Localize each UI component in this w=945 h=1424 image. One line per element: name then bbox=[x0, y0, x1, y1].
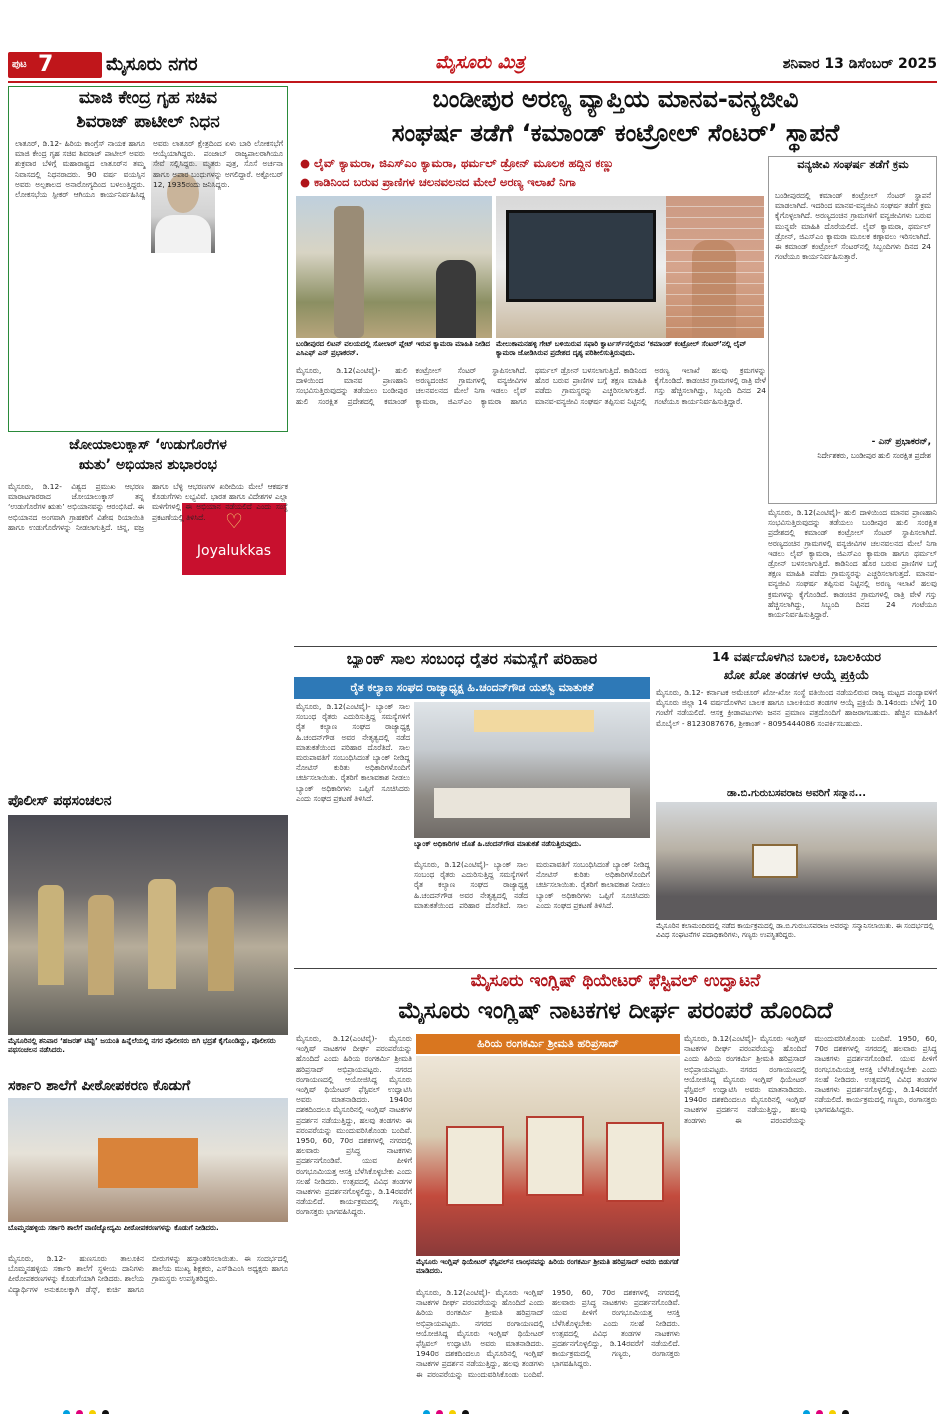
khokho-headline-2: ಖೋ ಖೋ ತಂಡಗಳ ಆಯ್ಕೆ ಪ್ರಕ್ರಿಯೆ bbox=[723, 668, 870, 682]
lead-caption-2: ಮೇಲುಕಾಮನಹಳ್ಳಿ ಗೇಟ್ ಬಳಿಯಿರುವ ಸಫಾರಿ ಕ್ವಾರ್ಟರ್ಸ್‌ನಲ್ಲಿರುವ ‘ಕಮಾಂಡ್ ಕಂಟ್ರೋಲ್ ಸೆಂಟರ್’ನಲ್ಲಿ ಲೈವ್ ಕ್ಯಾಮರಾ ಜೋಡಿಸಿರುವ ಪ್ರದೇಶದ ದೃಶ್ಯ ಪರಿಶೀಲಿಸುತ್ತಿರುವುದು. bbox=[496, 340, 747, 357]
felicitation-photo bbox=[656, 802, 937, 920]
lead-headline-2: ಸಂಘರ್ಷ ತಡೆಗೆ ‘ಕಮಾಂಡ್ ಕಂಟ್ರೋಲ್ ಸೆಂಟರ್’ ಸ್ಥಾಪನೆ bbox=[391, 119, 840, 147]
print-dots-right bbox=[800, 1402, 920, 1414]
theatre-kicker: ಮೈಸೂರು ಇಂಗ್ಲಿಷ್ ಥಿಯೇಟರ್ ಫೆಸ್ಟಿವಲ್ ಉದ್ಘಾಟನೆ bbox=[470, 972, 761, 991]
certificate-shape bbox=[752, 844, 798, 878]
officer-figure-shape bbox=[436, 260, 476, 338]
obituary-headline-2: ಶಿವರಾಜ್ ಪಾಟೀಲ್ ನಿಧನ bbox=[76, 112, 220, 132]
cyan-dot-icon bbox=[63, 1410, 70, 1414]
theatre-photo bbox=[416, 1056, 680, 1256]
yellow-dot-icon bbox=[449, 1410, 456, 1414]
school-caption: ಬೊಮ್ಮನಹಳ್ಳಿಯ ಸರ್ಕಾರಿ ಶಾಲೆಗೆ ವಾಣಿಜ್ಯೋದ್ಯಮಿ ಪೀಠೋಪಕರಣಗಳನ್ನು ಕೊಡುಗೆ ನೀಡಿದರು. bbox=[8, 1224, 219, 1232]
lead-sidebar-title: ವನ್ಯಜೀವಿ ಸಂಘರ್ಷ ತಡೆಗೆ ಕ್ರಮ bbox=[797, 158, 909, 171]
theatre-subhead: ಹಿರಿಯ ರಂಗಕರ್ಮಿ ಶ್ರೀಮತಿ ಹರಿಪ್ರಸಾದ್ bbox=[416, 1034, 680, 1054]
cyan-dot-icon bbox=[803, 1410, 810, 1414]
page-badge bbox=[8, 52, 102, 78]
magenta-dot-icon bbox=[76, 1410, 83, 1414]
black-dot-icon bbox=[102, 1410, 109, 1414]
meeting-table-shape bbox=[434, 788, 630, 818]
joyalukkas-headline-2: ಋತು’ ಅಭಿಯಾನ ಶುಭಾರಂಭ bbox=[79, 457, 217, 473]
lead-sidebar bbox=[768, 156, 937, 504]
issue-date: ಶನಿವಾರ 13 ಡಿಸೆಂಬರ್ 2025 bbox=[782, 56, 937, 72]
lead-headline-box bbox=[294, 86, 937, 154]
school-furniture-shape bbox=[98, 1138, 198, 1188]
divider-above-theatre bbox=[294, 968, 937, 969]
school-body: ಮೈಸೂರು, ಡಿ.12- ಹುಣಸೂರು ತಾಲೂಕಿನ ಬೊಮ್ಮನಹಳ್ಳಿಯ ಸರ್ಕಾರಿ ಶಾಲೆಗೆ ಸ್ಥಳೀಯ ದಾನಿಗಳು ಪೀಠೋಪಕರಣಗಳನ್ನು ಕೊಡುಗೆಯಾಗಿ ನೀಡಿದರು. ಶಾಲೆಯ ವಿದ್ಯಾರ್ಥಿಗಳ ಅನುಕೂಲಕ್ಕಾಗಿ ಡೆಸ್ಕ್, ಕುರ್ಚಿ ಹಾಗೂ ಬೀರುಗಳನ್ನು ಹಸ್ತಾಂತರಿಸಲಾಯಿತು. ಈ ಸಂದರ್ಭದಲ್ಲಿ ಶಾಲೆಯ ಮುಖ್ಯ ಶಿಕ್ಷಕರು, ಎಸ್‌ಡಿಎಂಸಿ ಅಧ್ಯಕ್ಷರು ಹಾಗೂ ಗ್ರಾಮಸ್ಥರು ಉಪಸ್ಥಿತರಿದ್ದರು. bbox=[8, 1254, 288, 1294]
bank-caption: ಬ್ಯಾಂಕ್ ಅಧಿಕಾರಿಗಳ ಜೊತೆ ಹಿ.ಚಂದನ್‌ಗೌಡ ಮಾತುಕತೆ ನಡೆಸುತ್ತಿರುವುದು. bbox=[414, 840, 582, 848]
lead-body-continued: ಮೈಸೂರು, ಡಿ.12(ಎಂಟಿವೈ)- ಹುಲಿ ದಾಳಿಯಿಂದ ಮಾನವ ಪ್ರಾಣಹಾನಿ ಸಂಭವಿಸುತ್ತಿರುವುದನ್ನು ತಡೆಯಲು ಬಂಡೀಪುರ ಹುಲಿ ಸಂರಕ್ಷಿತ ಪ್ರದೇಶದಲ್ಲಿ ಕಮಾಂಡ್ ಕಂಟ್ರೋಲ್ ಸೆಂಟರ್ ಸ್ಥಾಪಿಸಲಾಗಿದೆ. ಅರಣ್ಯದಂಚಿನ ಗ್ರಾಮಗಳಲ್ಲಿ ವನ್ಯಜೀವಿಗಳ ಚಲನವಲನದ ಮೇಲೆ ನಿಗಾ ಇಡಲು ಲೈವ್ ಕ್ಯಾಮರಾ, ಜಿಎಸ್‌ಎಂ ಕ್ಯಾಮರಾ ಹಾಗೂ ಥರ್ಮಲ್ ಡ್ರೋನ್ ಬಳಸಲಾಗುತ್ತಿದೆ. ಕಾಡಿನಿಂದ ಹೊರ ಬರುವ ಪ್ರಾಣಿಗಳ ಬಗ್ಗೆ ತಕ್ಷಣ ಮಾಹಿತಿ ಪಡೆದು ಗ್ರಾಮಸ್ಥರನ್ನು ಎಚ್ಚರಿಸಲಾಗುತ್ತದೆ. ಮಾನವ-ವನ್ಯಜೀವಿ ಸಂಘರ್ಷ ತಪ್ಪಿಸುವ ನಿಟ್ಟಿನಲ್ಲಿ ಅರಣ್ಯ ಇಲಾಖೆ ಹಲವು ಕ್ರಮಗಳನ್ನು ಕೈಗೊಂಡಿದೆ. ಕಾಡಂಚಿನ ಗ್ರಾಮಗಳಲ್ಲಿ ರಾತ್ರಿ ವೇಳೆ ಗಸ್ತು ಹೆಚ್ಚಿಸಲಾಗಿದ್ದು, ಸಿಬ್ಬಂದಿ ದಿನದ 24 ಗಂಟೆಯೂ ಕಾರ್ಯನಿರ್ವಹಿಸುತ್ತಿದ್ದಾರೆ. bbox=[768, 508, 937, 620]
paper-logo: ಮೈಸೂರು ಮಿತ್ರ bbox=[435, 52, 525, 73]
bank-photo bbox=[414, 702, 650, 838]
yellow-dot-icon bbox=[89, 1410, 96, 1414]
khokho-body: ಮೈಸೂರು, ಡಿ.12- ಕರ್ನಾಟಕ ಅಮೆಚೂರ್ ಖೋ-ಖೋ ಸಂಸ್ಥೆ ವತಿಯಿಂದ ನಡೆಯಲಿರುವ ರಾಜ್ಯ ಮಟ್ಟದ ಪಂದ್ಯಾವಳಿಗೆ ಮೈಸೂರು ಜಿಲ್ಲಾ 14 ವರ್ಷದೊಳಗಿನ ಬಾಲಕ ಹಾಗೂ ಬಾಲಕಿಯರ ತಂಡಗಳ ಆಯ್ಕೆ ಪ್ರಕ್ರಿಯೆ ಡಿ.14ರಂದು ಬೆಳಿಗ್ಗೆ 10 ಗಂಟೆಗೆ ನಡೆಯಲಿದೆ. ಆಸಕ್ತ ಕ್ರೀಡಾಪಟುಗಳು ಜನನ ಪ್ರಮಾಣ ಪತ್ರದೊಂದಿಗೆ ಹಾಜರಾಗಬಹುದು. ಹೆಚ್ಚಿನ ಮಾಹಿತಿಗೆ ಮೊಬೈಲ್ - 8123087676, ಶ್ರೀಕಾಂತ್ - 8095444086 ಸಂಪರ್ಕಿಸಬಹುದು. bbox=[656, 688, 937, 728]
khokho-photo-label: ಡಾ.ಬಿ.ಗುರುಬಸವರಾಜ ಅವರಿಗೆ ಸನ್ಮಾನ... bbox=[726, 788, 867, 799]
lead-photo-tree bbox=[296, 196, 492, 338]
obituary-body: ಲಾತೂರ್, ಡಿ.12- ಹಿರಿಯ ಕಾಂಗ್ರೆಸ್ ನಾಯಕ ಹಾಗೂ ಮಾಜಿ ಕೇಂದ್ರ ಗೃಹ ಸಚಿವ ಶಿವರಾಜ್ ಪಾಟೀಲ್ ಅವರು ಶುಕ್ರವಾರ ಬೆಳಿಗ್ಗೆ ಮಹಾರಾಷ್ಟ್ರದ ಲಾತೂರ್‌ನ ತಮ್ಮ ನಿವಾಸದಲ್ಲಿ ನಿಧನರಾದರು. 90 ವರ್ಷ ವಯಸ್ಸಿನ ಅವರು ಅಲ್ಪಕಾಲದ ಅನಾರೋಗ್ಯದಿಂದ ಬಳಲುತ್ತಿದ್ದರು. ಲೋಕಸಭೆಯ ಸ್ಪೀಕರ್ ಆಗಿಯೂ ಕಾರ್ಯನಿರ್ವಹಿಸಿದ್ದ ಅವರು ಲಾತೂರ್ ಕ್ಷೇತ್ರದಿಂದ ಏಳು ಬಾರಿ ಲೋಕಸಭೆಗೆ ಆಯ್ಕೆಯಾಗಿದ್ದರು. ಪಂಜಾಬ್ ರಾಜ್ಯಪಾಲರಾಗಿಯೂ ಸೇವೆ ಸಲ್ಲಿಸಿದ್ದರು. ಮೃತರು ಪುತ್ರ, ಸೊಸೆ ಅರ್ಚನಾ ಹಾಗೂ ಅಪಾರ ಬಂಧುಗಳನ್ನು ಅಗಲಿದ್ದಾರೆ. ಅಕ್ಟೋಬರ್ 12, 1935ರಂದು ಜನಿಸಿದ್ದರು. bbox=[15, 139, 283, 200]
theatre-headline: ಮೈಸೂರು ಇಂಗ್ಲಿಷ್ ನಾಟಕಗಳ ದೀರ್ಘ ಪರಂಪರೆ ಹೊಂದಿದೆ bbox=[398, 998, 833, 1024]
banner-shape bbox=[474, 710, 594, 732]
poster-shape bbox=[606, 1122, 664, 1202]
school-headline: ಸರ್ಕಾರಿ ಶಾಲೆಗೆ ಪೀಠೋಪಕರಣ ಕೊಡುಗೆ bbox=[8, 1078, 191, 1094]
joyalukkas-body: ಮೈಸೂರು, ಡಿ.12- ವಿಶ್ವದ ಪ್ರಮುಖ ಆಭರಣ ಮಾರಾಟಗಾರರಾದ ಜೋಯಾಲುಕ್ಕಾಸ್ ತನ್ನ ‘ಉಡುಗೊರೆಗಳ ಋತು’ ಅಭಿಯಾನವನ್ನು ಆರಂಭಿಸಿದೆ. ಈ ಅಭಿಯಾನದ ಅಂಗವಾಗಿ ಗ್ರಾಹಕರಿಗೆ ವಿಶೇಷ ರಿಯಾಯಿತಿ ಹಾಗೂ ಉಡುಗೊರೆಗಳನ್ನು ನೀಡಲಾಗುತ್ತಿದೆ. ಚಿನ್ನ, ವಜ್ರ ಹಾಗೂ ಬೆಳ್ಳಿ ಆಭರಣಗಳ ಖರೀದಿಯ ಮೇಲೆ ಆಕರ್ಷಕ ಕೊಡುಗೆಗಳು ಲಭ್ಯವಿವೆ. ಭಾರತ ಹಾಗೂ ವಿದೇಶಗಳ ಎಲ್ಲಾ ಮಳಿಗೆಗಳಲ್ಲಿ ಈ ಅಭಿಯಾನ ನಡೆಯಲಿದೆ ಎಂದು ಸಂಸ್ಥೆ ಪ್ರಕಟಣೆಯಲ್ಲಿ ತಿಳಿಸಿದೆ. bbox=[8, 482, 288, 532]
magenta-dot-icon bbox=[816, 1410, 823, 1414]
bullet-dot-icon: ● bbox=[300, 175, 315, 189]
bank-body-continued: ಮೈಸೂರು, ಡಿ.12(ಎಂಟಿವೈ)- ಬ್ಯಾಂಕ್ ಸಾಲ ಸಂಬಂಧ ರೈತರು ಎದುರಿಸುತ್ತಿದ್ದ ಸಮಸ್ಯೆಗಳಿಗೆ ರೈತ ಕಲ್ಯಾಣ ಸಂಘದ ರಾಜ್ಯಾಧ್ಯಕ್ಷ ಹಿ.ಚಂದನ್‌ಗೌಡ ಅವರ ನೇತೃತ್ವದಲ್ಲಿ ನಡೆದ ಮಾತುಕತೆಯಿಂದ ಪರಿಹಾರ ದೊರೆತಿದೆ. ಸಾಲ ಮರುಪಾವತಿಗೆ ಸಂಬಂಧಿಸಿದಂತೆ ಬ್ಯಾಂಕ್ ನೀಡಿದ್ದ ನೋಟಿಸ್ ಕುರಿತು ಅಧಿಕಾರಿಗಳೊಂದಿಗೆ ಚರ್ಚಿಸಲಾಯಿತು. ರೈತರಿಗೆ ಕಾಲಾವಕಾಶ ನೀಡಲು ಬ್ಯಾಂಕ್ ಅಧಿಕಾರಿಗಳು ಒಪ್ಪಿಗೆ ಸೂಚಿಸಿದರು ಎಂದು ಸಂಘದ ಪ್ರಕಟಣೆ ತಿಳಿಸಿದೆ. bbox=[414, 860, 650, 910]
theatre-caption: ಮೈಸೂರು ಇಂಗ್ಲಿಷ್ ಥಿಯೇಟರ್ ಫೆಸ್ಟಿವಲ್‌ನ ಲಾಂಛನವನ್ನು ಹಿರಿಯ ರಂಗಕರ್ಮಿ ಶ್ರೀಮತಿ ಹರಿಪ್ರಸಾದ್ ಅವರು ಬಿಡುಗಡೆ ಮಾಡಿದರು. bbox=[416, 1258, 679, 1275]
theatre-body-right: ಮೈಸೂರು, ಡಿ.12(ಎಂಟಿವೈ)- ಮೈಸೂರು ಇಂಗ್ಲಿಷ್ ನಾಟಕಗಳ ದೀರ್ಘ ಪರಂಪರೆಯನ್ನು ಹೊಂದಿದೆ ಎಂದು ಹಿರಿಯ ರಂಗಕರ್ಮಿ ಶ್ರೀಮತಿ ಹರಿಪ್ರಸಾದ್ ಅಭಿಪ್ರಾಯಪಟ್ಟರು. ನಗರದ ರಂಗಾಯಣದಲ್ಲಿ ಆಯೋಜಿಸಿದ್ದ ಮೈಸೂರು ಇಂಗ್ಲಿಷ್ ಥಿಯೇಟರ್ ಫೆಸ್ಟಿವಲ್ ಉದ್ಘಾಟಿಸಿ ಅವರು ಮಾತನಾಡಿದರು. 1940ರ ದಶಕದಿಂದಲೂ ಮೈಸೂರಿನಲ್ಲಿ ಇಂಗ್ಲಿಷ್ ನಾಟಕಗಳ ಪ್ರದರ್ಶನ ನಡೆಯುತ್ತಿದ್ದು, ಹಲವು ತಂಡಗಳು ಈ ಪರಂಪರೆಯನ್ನು ಮುಂದುವರಿಸಿಕೊಂಡು ಬಂದಿವೆ. 1950, 60, 70ರ ದಶಕಗಳಲ್ಲಿ ನಗರದಲ್ಲಿ ಹಲವಾರು ಪ್ರಸಿದ್ಧ ನಾಟಕಗಳು ಪ್ರದರ್ಶನಗೊಂಡಿವೆ. ಯುವ ಪೀಳಿಗೆ ರಂಗಭೂಮಿಯತ್ತ ಆಸಕ್ತಿ ಬೆಳೆಸಿಕೊಳ್ಳಬೇಕು ಎಂದು ಸಲಹೆ ನೀಡಿದರು. ಉತ್ಸವದಲ್ಲಿ ವಿವಿಧ ತಂಡಗಳ ನಾಟಕಗಳು ಪ್ರದರ್ಶನಗೊಳ್ಳಲಿದ್ದು, ಡಿ.14ರವರೆಗೆ ನಡೆಯಲಿದೆ. ಕಾರ್ಯಕ್ರಮದಲ್ಲಿ ಗಣ್ಯರು, ರಂಗಾಸಕ್ತರು ಭಾಗವಹಿಸಿದ್ದರು. bbox=[684, 1034, 937, 1125]
lead-sidebar-designation: ನಿರ್ದೇಶಕರು, ಬಂಡೀಪುರ ಹುಲಿ ಸಂರಕ್ಷಿತ ಪ್ರದೇಶ bbox=[817, 451, 931, 460]
yellow-dot-icon bbox=[829, 1410, 836, 1414]
page-number: 7 bbox=[38, 52, 54, 77]
lead-body: ಮೈಸೂರು, ಡಿ.12(ಎಂಟಿವೈ)- ಹುಲಿ ದಾಳಿಯಿಂದ ಮಾನವ ಪ್ರಾಣಹಾನಿ ಸಂಭವಿಸುತ್ತಿರುವುದನ್ನು ತಡೆಯಲು ಬಂಡೀಪುರ ಹುಲಿ ಸಂರಕ್ಷಿತ ಪ್ರದೇಶದಲ್ಲಿ ಕಮಾಂಡ್ ಕಂಟ್ರೋಲ್ ಸೆಂಟರ್ ಸ್ಥಾಪಿಸಲಾಗಿದೆ. ಅರಣ್ಯದಂಚಿನ ಗ್ರಾಮಗಳಲ್ಲಿ ವನ್ಯಜೀವಿಗಳ ಚಲನವಲನದ ಮೇಲೆ ನಿಗಾ ಇಡಲು ಲೈವ್ ಕ್ಯಾಮರಾ, ಜಿಎಸ್‌ಎಂ ಕ್ಯಾಮರಾ ಹಾಗೂ ಥರ್ಮಲ್ ಡ್ರೋನ್ ಬಳಸಲಾಗುತ್ತಿದೆ. ಕಾಡಿನಿಂದ ಹೊರ ಬರುವ ಪ್ರಾಣಿಗಳ ಬಗ್ಗೆ ತಕ್ಷಣ ಮಾಹಿತಿ ಪಡೆದು ಗ್ರಾಮಸ್ಥರನ್ನು ಎಚ್ಚರಿಸಲಾಗುತ್ತದೆ. ಮಾನವ-ವನ್ಯಜೀವಿ ಸಂಘರ್ಷ ತಪ್ಪಿಸುವ ನಿಟ್ಟಿನಲ್ಲಿ ಅರಣ್ಯ ಇಲಾಖೆ ಹಲವು ಕ್ರಮಗಳನ್ನು ಕೈಗೊಂಡಿದೆ. ಕಾಡಂಚಿನ ಗ್ರಾಮಗಳಲ್ಲಿ ರಾತ್ರಿ ವೇಳೆ ಗಸ್ತು ಹೆಚ್ಚಿಸಲಾಗಿದ್ದು, ಸಿಬ್ಬಂದಿ ದಿನದ 24 ಗಂಟೆಯೂ ಕಾರ್ಯನಿರ್ವಹಿಸುತ್ತಿದ್ದಾರೆ. bbox=[296, 366, 766, 406]
bank-headline: ಬ್ಯಾಂಕ್ ಸಾಲ ಸಂಬಂಧ ರೈತರ ಸಮಸ್ಯೆಗೆ ಪರಿಹಾರ bbox=[346, 650, 598, 668]
police-officer-shape bbox=[88, 895, 114, 995]
lead-bullet-1-text: ಲೈವ್ ಕ್ಯಾಮರಾ, ಜಿಎಸ್‌ಎಂ ಕ್ಯಾಮರಾ, ಥರ್ಮಲ್ ಡ್ರೋನ್ ಮೂಲಕ ಹದ್ದಿನ ಕಣ್ಣು bbox=[314, 156, 614, 170]
masthead-rule bbox=[8, 81, 937, 83]
obituary-box bbox=[8, 86, 288, 432]
lead-bullet-1 bbox=[300, 156, 760, 174]
lead-photo-monitor bbox=[496, 196, 764, 338]
bullet-dot-icon: ● bbox=[300, 156, 315, 170]
theatre-body: ಮೈಸೂರು, ಡಿ.12(ಎಂಟಿವೈ)- ಮೈಸೂರು ಇಂಗ್ಲಿಷ್ ನಾಟಕಗಳ ದೀರ್ಘ ಪರಂಪರೆಯನ್ನು ಹೊಂದಿದೆ ಎಂದು ಹಿರಿಯ ರಂಗಕರ್ಮಿ ಶ್ರೀಮತಿ ಹರಿಪ್ರಸಾದ್ ಅಭಿಪ್ರಾಯಪಟ್ಟರು. ನಗರದ ರಂಗಾಯಣದಲ್ಲಿ ಆಯೋಜಿಸಿದ್ದ ಮೈಸೂರು ಇಂಗ್ಲಿಷ್ ಥಿಯೇಟರ್ ಫೆಸ್ಟಿವಲ್ ಉದ್ಘಾಟಿಸಿ ಅವರು ಮಾತನಾಡಿದರು. 1940ರ ದಶಕದಿಂದಲೂ ಮೈಸೂರಿನಲ್ಲಿ ಇಂಗ್ಲಿಷ್ ನಾಟಕಗಳ ಪ್ರದರ್ಶನ ನಡೆಯುತ್ತಿದ್ದು, ಹಲವು ತಂಡಗಳು ಈ ಪರಂಪರೆಯನ್ನು ಮುಂದುವರಿಸಿಕೊಂಡು ಬಂದಿವೆ. 1950, 60, 70ರ ದಶಕಗಳಲ್ಲಿ ನಗರದಲ್ಲಿ ಹಲವಾರು ಪ್ರಸಿದ್ಧ ನಾಟಕಗಳು ಪ್ರದರ್ಶನಗೊಂಡಿವೆ. ಯುವ ಪೀಳಿಗೆ ರಂಗಭೂಮಿಯತ್ತ ಆಸಕ್ತಿ ಬೆಳೆಸಿಕೊಳ್ಳಬೇಕು ಎಂದು ಸಲಹೆ ನೀಡಿದರು. ಉತ್ಸವದಲ್ಲಿ ವಿವಿಧ ತಂಡಗಳ ನಾಟಕಗಳು ಪ್ರದರ್ಶನಗೊಳ್ಳಲಿದ್ದು, ಡಿ.14ರವರೆಗೆ ನಡೆಯಲಿದೆ. ಕಾರ್ಯಕ್ರಮದಲ್ಲಿ ಗಣ್ಯರು, ರಂಗಾಸಕ್ತರು ಭಾಗವಹಿಸಿದ್ದರು. bbox=[296, 1034, 412, 1217]
black-dot-icon bbox=[842, 1410, 849, 1414]
black-dot-icon bbox=[462, 1410, 469, 1414]
monitor-screen-shape bbox=[506, 210, 656, 302]
theatre-body-bottom: ಮೈಸೂರು, ಡಿ.12(ಎಂಟಿವೈ)- ಮೈಸೂರು ಇಂಗ್ಲಿಷ್ ನಾಟಕಗಳ ದೀರ್ಘ ಪರಂಪರೆಯನ್ನು ಹೊಂದಿದೆ ಎಂದು ಹಿರಿಯ ರಂಗಕರ್ಮಿ ಶ್ರೀಮತಿ ಹರಿಪ್ರಸಾದ್ ಅಭಿಪ್ರಾಯಪಟ್ಟರು. ನಗರದ ರಂಗಾಯಣದಲ್ಲಿ ಆಯೋಜಿಸಿದ್ದ ಮೈಸೂರು ಇಂಗ್ಲಿಷ್ ಥಿಯೇಟರ್ ಫೆಸ್ಟಿವಲ್ ಉದ್ಘಾಟಿಸಿ ಅವರು ಮಾತನಾಡಿದರು. 1940ರ ದಶಕದಿಂದಲೂ ಮೈಸೂರಿನಲ್ಲಿ ಇಂಗ್ಲಿಷ್ ನಾಟಕಗಳ ಪ್ರದರ್ಶನ ನಡೆಯುತ್ತಿದ್ದು, ಹಲವು ತಂಡಗಳು ಈ ಪರಂಪರೆಯನ್ನು ಮುಂದುವರಿಸಿಕೊಂಡು ಬಂದಿವೆ. 1950, 60, 70ರ ದಶಕಗಳಲ್ಲಿ ನಗರದಲ್ಲಿ ಹಲವಾರು ಪ್ರಸಿದ್ಧ ನಾಟಕಗಳು ಪ್ರದರ್ಶನಗೊಂಡಿವೆ. ಯುವ ಪೀಳಿಗೆ ರಂಗಭೂಮಿಯತ್ತ ಆಸಕ್ತಿ ಬೆಳೆಸಿಕೊಳ್ಳಬೇಕು ಎಂದು ಸಲಹೆ ನೀಡಿದರು. ಉತ್ಸವದಲ್ಲಿ ವಿವಿಧ ತಂಡಗಳ ನಾಟಕಗಳು ಪ್ರದರ್ಶನಗೊಳ್ಳಲಿದ್ದು, ಡಿ.14ರವರೆಗೆ ನಡೆಯಲಿದೆ. ಕಾರ್ಯಕ್ರಮದಲ್ಲಿ ಗಣ್ಯರು, ರಂಗಾಸಕ್ತರು ಭಾಗವಹಿಸಿದ್ದರು. bbox=[416, 1288, 680, 1379]
lead-sidebar-body: ಬಂಡೀಪುರದಲ್ಲಿ ಕಮಾಂಡ್ ಕಂಟ್ರೋಲ್ ಸೆಂಟರ್ ಸ್ಥಾಪನೆ ಮಾಡಲಾಗಿದೆ. ಇದರಿಂದ ಮಾನವ-ವನ್ಯಜೀವಿ ಸಂಘರ್ಷ ತಡೆಗೆ ಕ್ರಮ ಕೈಗೊಳ್ಳಲಾಗಿದೆ. ಅರಣ್ಯದಂಚಿನ ಗ್ರಾಮಗಳಿಗೆ ವನ್ಯಜೀವಿಗಳು ಬರುವ ಮುನ್ನವೇ ಮಾಹಿತಿ ದೊರೆಯಲಿದೆ. ಲೈವ್ ಕ್ಯಾಮರಾ, ಥರ್ಮಲ್ ಡ್ರೋನ್, ಜಿಎಸ್‌ಎಂ ಕ್ಯಾಮರಾ ಮೂಲಕ ಕಣ್ಗಾವಲು ಇರಿಸಲಾಗಿದೆ. ಈ ಕಮಾಂಡ್ ಕಂಟ್ರೋಲ್ ಸೆಂಟರ್‌ನಲ್ಲಿ ಸಿಬ್ಬಂದಿಗಳು ದಿನದ 24 ಗಂಟೆಯೂ ಕಾರ್ಯನಿರ್ವಹಿಸುತ್ತಾರೆ. bbox=[775, 191, 931, 262]
divider-under-lead bbox=[294, 646, 937, 647]
bank-body: ಮೈಸೂರು, ಡಿ.12(ಎಂಟಿವೈ)- ಬ್ಯಾಂಕ್ ಸಾಲ ಸಂಬಂಧ ರೈತರು ಎದುರಿಸುತ್ತಿದ್ದ ಸಮಸ್ಯೆಗಳಿಗೆ ರೈತ ಕಲ್ಯಾಣ ಸಂಘದ ರಾಜ್ಯಾಧ್ಯಕ್ಷ ಹಿ.ಚಂದನ್‌ಗೌಡ ಅವರ ನೇತೃತ್ವದಲ್ಲಿ ನಡೆದ ಮಾತುಕತೆಯಿಂದ ಪರಿಹಾರ ದೊರೆತಿದೆ. ಸಾಲ ಮರುಪಾವತಿಗೆ ಸಂಬಂಧಿಸಿದಂತೆ ಬ್ಯಾಂಕ್ ನೀಡಿದ್ದ ನೋಟಿಸ್ ಕುರಿತು ಅಧಿಕಾರಿಗಳೊಂದಿಗೆ ಚರ್ಚಿಸಲಾಯಿತು. ರೈತರಿಗೆ ಕಾಲಾವಕಾಶ ನೀಡಲು ಬ್ಯಾಂಕ್ ಅಧಿಕಾರಿಗಳು ಒಪ್ಪಿಗೆ ಸೂಚಿಸಿದರು ಎಂದು ಸಂಘದ ಪ್ರಕಟಣೆ ತಿಳಿಸಿದೆ. bbox=[296, 702, 410, 803]
joyalukkas-headline-1: ಜೋಯಾಲುಕ್ಕಾಸ್ ‘ಉಡುಗೊರೆಗಳ bbox=[69, 437, 227, 453]
police-officer-shape bbox=[208, 887, 234, 991]
school-photo bbox=[8, 1098, 288, 1222]
page-label: ಪುಟ bbox=[12, 59, 27, 70]
lead-bullet-2 bbox=[300, 175, 760, 193]
felicitation-caption: ಮೈಸೂರಿನ ಕಲಾಮಂದಿರದಲ್ಲಿ ನಡೆದ ಕಾರ್ಯಕ್ರಮದಲ್ಲಿ ಡಾ.ಬಿ.ಗುರುಬಸವರಾಜ ಅವರನ್ನು ಸನ್ಮಾನಿಸಲಾಯಿತು. ಈ ಸಂದರ್ಭದಲ್ಲಿ ವಿವಿಧ ಸಂಘಟನೆಗಳ ಪದಾಧಿಕಾರಿಗಳು, ಗಣ್ಯರು ಉಪಸ್ಥಿತರಿದ್ದರು. bbox=[656, 922, 934, 939]
obituary-headline-1: ಮಾಜಿ ಕೇಂದ್ರ ಗೃಹ ಸಚಿವ bbox=[78, 88, 218, 108]
joyalukkas-logo-text: Joyalukkas bbox=[196, 543, 272, 559]
print-dots-center bbox=[420, 1402, 540, 1414]
police-headline: ಪೊಲೀಸ್ ಪಥಸಂಚಲನ bbox=[8, 793, 112, 809]
lead-bullet-2-text: ಕಾಡಿನಿಂದ ಬರುವ ಪ್ರಾಣಿಗಳ ಚಲನವಲನದ ಮೇಲೆ ಅರಣ್ಯ ಇಲಾಖೆ ನಿಗಾ bbox=[314, 175, 576, 189]
print-dots-left bbox=[60, 1402, 180, 1414]
bank-subhead: ರೈತ ಕಲ್ಯಾಣ ಸಂಘದ ರಾಜ್ಯಾಧ್ಯಕ್ಷ ಹಿ.ಚಂದನ್‌ಗೌಡ ಯಶಸ್ವಿ ಮಾತುಕತೆ bbox=[294, 677, 650, 699]
magenta-dot-icon bbox=[436, 1410, 443, 1414]
brick-wall-shape bbox=[666, 196, 764, 338]
khokho-headline-1: 14 ವರ್ಷದೊಳಗಿನ ಬಾಲಕ, ಬಾಲಕಿಯರ bbox=[712, 650, 881, 664]
cyan-dot-icon bbox=[423, 1410, 430, 1414]
poster-shape bbox=[446, 1126, 504, 1206]
lead-headline-1: ಬಂಡೀಪುರ ಅರಣ್ಯ ವ್ಯಾಪ್ತಿಯ ಮಾನವ-ವನ್ಯಜೀವಿ bbox=[432, 86, 799, 113]
heart-icon: ♡ bbox=[225, 511, 243, 531]
police-officer-shape bbox=[148, 879, 176, 989]
section-title: ಮೈಸೂರು ನಗರ bbox=[106, 54, 198, 75]
police-photo bbox=[8, 815, 288, 1035]
police-caption: ಮೈಸೂರಿನಲ್ಲಿ ಶನಿವಾರ ‘ಹಜರತ್ ಟಿಪ್ಪು’ ಜಯಂತಿ ಹಿನ್ನೆಲೆಯಲ್ಲಿ ನಗರ ಪೊಲೀಸರು ಬಿಗಿ ಭದ್ರತೆ ಕೈಗೊಂಡಿದ್ದು, ಪೊಲೀಸರು ಪಥಸಂಚಲನ ನಡೆಸಿದರು. bbox=[8, 1037, 276, 1054]
poster-shape bbox=[526, 1116, 584, 1196]
tree-trunk-shape bbox=[334, 206, 364, 338]
lead-caption-1: ಬಂಡೀಪುರದ ಲಿಟನ್ ವಲಯದಲ್ಲಿ ಸೋಲಾರ್ ಪ್ಲೇಟ್ ಇರುವ ಕ್ಯಾಮರಾ ಮಾಹಿತಿ ನೀಡಿದ ಎಸಿಎಫ್ ಎನ್ ಪ್ರಭಾಕರನ್. bbox=[296, 340, 491, 357]
lead-sidebar-signature: - ಎನ್ ಪ್ರಭಾಕರನ್, bbox=[871, 437, 931, 447]
police-officer-shape bbox=[38, 885, 64, 985]
